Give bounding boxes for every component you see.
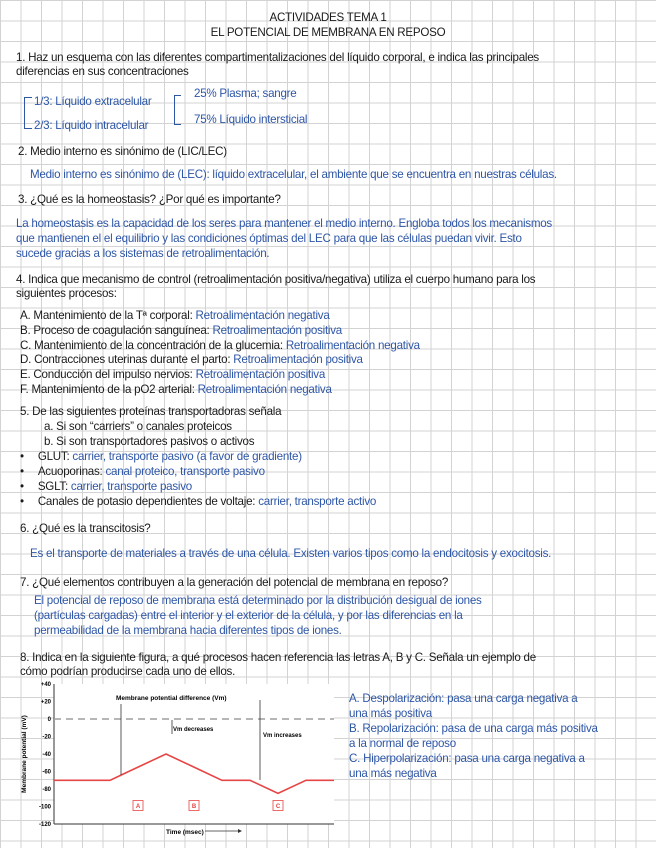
y-tick-label: +20 — [40, 699, 51, 706]
q7-question: 7. ¿Qué elementos contribuyen a la generación del potencial de membrana en reposo? — [20, 576, 449, 589]
q4-item-label: B. Proceso de coagulación sanguínea: — [20, 324, 210, 337]
bullet-icon: • — [20, 480, 24, 493]
q4-item-label: A. Mantenimiento de la Tª corporal: — [20, 309, 193, 322]
q1-left-bracket — [24, 97, 32, 129]
q4-item-label: F. Mantenimiento de la pO2 arterial: — [20, 383, 195, 396]
y-tick-label: -120 — [38, 822, 51, 828]
q3-answer-line3: sucede gracias a los sistemas de retroalimentación. — [16, 247, 270, 260]
q4-item — [20, 383, 332, 397]
q8-answer-line3: B. Repolarización: pasa de una carga más positiva — [349, 722, 598, 735]
q8-answer-line1: A. Despolarización: pasa una carga negativa a — [349, 692, 578, 705]
q8-question-line2: cómo podrían producirse cada uno de ellos. — [20, 665, 236, 678]
q8-question-line1: 8. Indica en la siguiente figura, a qué procesos hacen referencia las letras A, B y C. Señala un ejemplo de — [20, 651, 536, 664]
y-tick-label: -20 — [42, 734, 51, 741]
q5-item-answer: carrier, transporte pasivo (a favor de gradiente) — [72, 450, 302, 463]
q4-item-label: C. Mantenimiento de la concentración de la glucemia: — [20, 339, 283, 352]
q4-item-answer: Retroalimentación negativa — [285, 339, 420, 352]
q2-answer: Medio interno es sinónimo de (LEC): líquido extracelular, el ambiente que se encuentra en nuestras células. — [30, 168, 557, 181]
q4-item-label: E. Conducción del impulso nervios: — [20, 368, 193, 381]
q4-item — [20, 324, 342, 338]
q3-question: 3. ¿Qué es la homeostasis? ¿Por qué es importante? — [18, 193, 281, 206]
q5-item-label: Acuoporinas: — [37, 465, 103, 478]
q6-question: 6. ¿Qué es la transcitosis? — [20, 522, 151, 535]
q4-item-answer: Retroalimentación positiva — [212, 324, 342, 337]
q5-item — [20, 450, 302, 464]
q1-intracellular: 2/3: Líquido intracelular — [34, 119, 149, 132]
q4-item-answer: Retroalimentación negativa — [195, 309, 330, 322]
q5-item — [20, 495, 376, 509]
y-tick-label: 0 — [47, 717, 51, 723]
q1-right-bracket — [174, 95, 181, 125]
y-tick-labels — [39, 682, 52, 828]
q5-item-answer: carrier, transporte activo — [258, 495, 377, 508]
q4-item — [20, 309, 330, 323]
worksheet-subtitle: EL POTENCIAL DE MEMBRANA EN REPOSO — [210, 26, 446, 39]
q5-item — [20, 465, 265, 479]
q5-sub-a: a. Si son “carriers” o canales proteicos — [44, 420, 232, 433]
chart-x-label: Time (msec) — [166, 829, 204, 836]
q1-question-line1: 1. Haz un esquema con las diferentes compartimentalizaciones del líquido corporal, e indica las principales — [16, 51, 539, 64]
q4-item-answer: Retroalimentación negativa — [197, 383, 332, 396]
q5-item-answer: canal proteico, transporte pasivo — [105, 465, 265, 478]
bullet-icon: • — [20, 465, 24, 478]
y-tick-label: +40 — [40, 682, 51, 688]
annotation-vm-increases: Vm increases — [263, 733, 302, 739]
q5-item-label: SGLT: — [37, 480, 68, 493]
q8-answer-line6: una más negativa — [349, 767, 437, 780]
q5-item — [20, 480, 192, 494]
q3-answer-line1: La homeostasis es la capacidad de los seres para mantener el medio interno. Engloba todos los mecanismos — [16, 217, 552, 230]
membrane-potential-chart — [16, 680, 336, 840]
marker-label: B — [191, 804, 197, 810]
q5-item-answer: carrier, transporte pasivo — [70, 480, 192, 493]
chart-y-label: Membrane potential (mV) — [21, 715, 28, 793]
annotation-vm-decreases: Vm decreases — [173, 727, 214, 733]
q5-question: 5. De las siguientes proteínas transportadoras señala — [20, 405, 282, 418]
q4-question-line2: siguientes procesos: — [16, 287, 117, 300]
q4-item — [20, 368, 325, 382]
q1-question-line2: diferencias en sus concentraciones — [16, 65, 189, 78]
bullet-icon: • — [20, 450, 24, 463]
q8-answer-line4: a la normal de reposo — [349, 737, 456, 750]
q5-item-label: Canales de potasio dependientes de voltaje: — [37, 495, 256, 508]
q5-sub-b: b. Si son transportadores pasivos o activos — [44, 435, 255, 448]
chart-title: Membrane potential difference (Vm) — [116, 695, 227, 702]
q1-extracellular: 1/3: Líquido extracelular — [34, 95, 152, 108]
bullet-icon: • — [20, 495, 24, 508]
q7-answer-line3: permeabilidad de la membrana hacia diferentes tipos de iones. — [34, 624, 342, 637]
q4-item-label: D. Contracciones uterinas durante el parto: — [20, 353, 231, 366]
y-tick-label: -40 — [42, 752, 51, 758]
marker-label: A — [135, 804, 141, 810]
q4-item — [20, 339, 420, 353]
x-label-arrowhead — [238, 829, 242, 833]
q4-item — [20, 353, 363, 367]
y-tick-label: -80 — [42, 787, 51, 793]
q4-item-answer: Retroalimentación positiva — [195, 368, 326, 381]
worksheet-title: ACTIVIDADES TEMA 1 — [269, 11, 387, 24]
q4-item-answer: Retroalimentación positiva — [233, 353, 363, 366]
y-tick-label: -60 — [42, 769, 51, 776]
q5-item-label: GLUT: — [37, 450, 70, 463]
q1-plasma: 25% Plasma; sangre — [194, 87, 297, 100]
q6-answer: Es el transporte de materiales a través de una célula. Existen varios tipos como la endocitosis y exocitosis. — [30, 547, 552, 560]
q3-answer-line2: que mantienen el el equilibrio y las condiciones óptimas del LEC para que las células puedan vivir. Esto — [16, 232, 522, 245]
q8-answer-line2: una más positiva — [349, 707, 432, 720]
q8-answer-line5: C. Hiperpolarización: pasa una carga negativa a — [349, 752, 585, 765]
q7-answer-line1: El potencial de reposo de membrana está determinado por la distribución desigual de iones — [34, 594, 482, 607]
marker-label: C — [275, 804, 281, 810]
q2-question: 2. Medio interno es sinónimo de (LIC/LEC) — [18, 145, 227, 158]
q1-interstitial: 75% Líquido intersticial — [194, 113, 308, 126]
y-tick-label: -100 — [38, 804, 51, 811]
q4-question-line1: 4. Indica que mecanismo de control (retroalimentación positiva/negativa) utiliza el cuerpo humano para los — [16, 273, 536, 286]
q7-answer-line2: (partículas cargadas) entre el interior y el exterior de la célula, y por las diferencias en la — [34, 609, 463, 622]
